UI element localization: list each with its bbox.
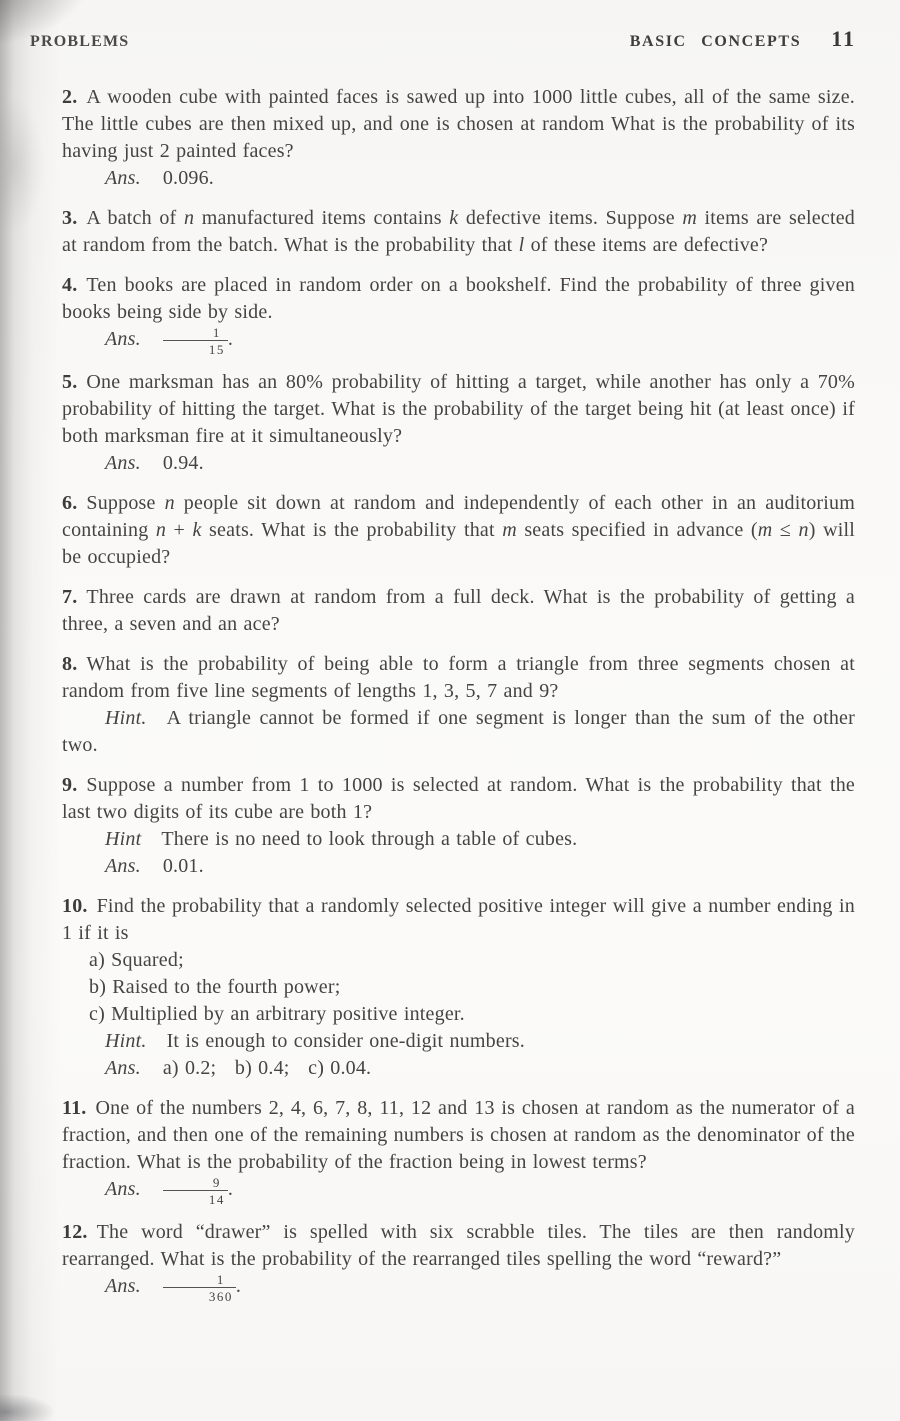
answer-label: Ans.	[105, 1057, 141, 1079]
fraction-denominator: 15	[163, 340, 228, 356]
problem	[62, 584, 855, 638]
hint-line	[62, 705, 855, 759]
answer-label: Ans.	[105, 452, 141, 474]
problem	[62, 490, 855, 571]
problem-text	[62, 490, 855, 571]
text-segment: k	[449, 207, 459, 229]
answer-value: 0.94.	[162, 452, 204, 474]
problem-number: 6.	[62, 492, 78, 514]
problem-number: 4.	[62, 274, 78, 296]
answer-label: Ans.	[105, 167, 141, 189]
problem-text	[62, 1095, 855, 1176]
text-segment: +	[166, 519, 193, 541]
answer-value: .	[235, 1275, 242, 1297]
problem	[62, 1095, 855, 1206]
fraction	[163, 326, 228, 356]
answer-value: .	[227, 328, 234, 350]
text-segment: One marksman has an 80% probability of hitting a target, while another has only a 70% probability of hitting the target. What is the probability of the target being hit (at least once) if both marksman fire at it simultaneously?	[62, 371, 855, 447]
answer-label: Ans.	[105, 855, 141, 877]
text-segment: Three cards are drawn at random from a full deck. What is the probability of getting a three, a seven and an ace?	[62, 586, 855, 635]
text-segment: A wooden cube with painted faces is sawed up into 1000 little cubes, all of the same size. The little cubes are then mixed up, and one is chosen at random What is the probability of its having just 2 painted faces?	[62, 86, 855, 162]
answer-value: 0.096.	[162, 167, 215, 189]
fraction	[163, 1176, 228, 1206]
fraction	[163, 1273, 236, 1303]
problem-text	[62, 272, 855, 326]
text-segment: ≤	[772, 519, 799, 541]
text-segment: m	[757, 519, 773, 541]
text-segment: m	[502, 519, 517, 541]
problems-list	[62, 84, 855, 1316]
answer-line	[62, 450, 855, 477]
answer-label: Ans.	[105, 328, 141, 350]
answer-line	[62, 326, 855, 356]
fraction-denominator: 14	[163, 1190, 228, 1206]
fraction-numerator: 9	[212, 1175, 221, 1190]
problem-text	[62, 651, 855, 705]
problem	[62, 84, 855, 192]
answer-line	[62, 1055, 855, 1082]
problem	[62, 651, 855, 759]
page-header	[30, 26, 856, 52]
answer-value: 0.01.	[162, 855, 204, 877]
text-segment: n	[798, 519, 809, 541]
problem	[62, 369, 855, 477]
problem	[62, 893, 855, 1082]
problem-number: 8.	[62, 653, 78, 675]
problem-text	[62, 205, 855, 259]
subitem: b) Raised to the fourth power;	[89, 976, 341, 998]
text-segment: seats specified in advance (	[516, 519, 758, 541]
text-segment: A triangle cannot be formed if one segment is longer than the sum of the other two.	[62, 707, 855, 756]
problem-text	[62, 893, 855, 947]
fraction-numerator: 1	[212, 325, 221, 340]
running-head-right	[630, 26, 856, 52]
problem-number: 7.	[62, 586, 78, 608]
problem-text	[62, 369, 855, 450]
answer-label: Ans.	[105, 1178, 141, 1200]
text-segment: It is enough to consider one-digit numbers.	[166, 1030, 525, 1052]
text-segment: of these items are defective?	[524, 234, 769, 256]
problem-number: 9.	[62, 774, 78, 796]
page-number: 11	[831, 26, 856, 51]
text-segment: There is no need to look through a table of cubes.	[161, 828, 578, 850]
hint-line	[62, 826, 855, 853]
text-segment: One of the numbers 2, 4, 6, 7, 8, 11, 12 and 13 is chosen at random as the numerator of a fraction, and then one of the remaining numbers is chosen at random as the denominator of the fraction. What is the probability of the fraction being in lowest terms?	[62, 1097, 855, 1173]
hint-label: Hint.	[105, 1030, 147, 1052]
text-segment: ) will be occupied?	[62, 519, 855, 568]
hint-label: Hint	[105, 828, 142, 850]
answer-line	[62, 1176, 855, 1206]
answer-label: Ans.	[105, 1275, 141, 1297]
problem	[62, 1219, 855, 1303]
subitem: a) Squared;	[89, 949, 184, 971]
text-segment: Suppose a number from 1 to 1000 is selected at random. What is the probability that the last two digits of its cube are both 1?	[62, 774, 855, 823]
text-segment: l	[518, 234, 525, 256]
text-segment: k	[192, 519, 202, 541]
text-segment: manufactured items contains	[194, 207, 450, 229]
answer-line	[62, 1273, 855, 1303]
text-segment: defective items. Suppose	[458, 207, 683, 229]
hint-line	[62, 1028, 855, 1055]
text-segment: n	[155, 519, 167, 541]
text-segment: n	[183, 207, 195, 229]
text-segment: Ten books are placed in random order on a bookshelf. Find the probability of three given books being side by side.	[62, 274, 855, 323]
text-segment: The word “drawer” is spelled with six scrabble tiles. The tiles are then randomly rearranged. What is the probability of the rearranged tiles spelling the word “reward?”	[62, 1221, 855, 1270]
problem-number: 3.	[62, 207, 78, 229]
problem-text	[62, 772, 855, 826]
answer-line	[62, 853, 855, 880]
text-segment: items are selected at random from the batch. What is the probability that	[62, 207, 855, 256]
text-segment: seats. What is the probability that	[201, 519, 503, 541]
answer-value: a) 0.2; b) 0.4; c) 0.04.	[162, 1057, 372, 1079]
problem	[62, 205, 855, 259]
text-segment: m	[682, 207, 697, 229]
problem-number: 12.	[62, 1221, 88, 1243]
problem-text	[62, 1219, 855, 1273]
fraction-denominator: 360	[163, 1287, 236, 1303]
running-head-left: PROBLEMS	[30, 33, 130, 50]
fraction-numerator: 1	[216, 1272, 225, 1287]
text-segment: What is the probability of being able to form a triangle from three segments chosen at random from five line segments of lengths 1, 3, 5, 7 and 9?	[62, 653, 855, 702]
hint-label: Hint.	[105, 707, 147, 729]
problem-text	[62, 84, 855, 165]
answer-line	[62, 165, 855, 192]
text-segment: n	[164, 492, 175, 514]
problem-number: 11.	[62, 1097, 87, 1119]
problem	[62, 772, 855, 880]
problem-number: 2.	[62, 86, 78, 108]
problem	[62, 272, 855, 356]
subitem: c) Multiplied by an arbitrary positive integer.	[89, 1003, 465, 1025]
text-segment: Find the probability that a randomly selected positive integer will give a number ending in 1 if it is	[62, 895, 855, 944]
answer-value: .	[227, 1178, 234, 1200]
problem-text	[62, 584, 855, 638]
section-title: BASIC CONCEPTS	[629, 33, 802, 50]
text-segment: people sit down at random and independently of each other in an auditorium containing	[62, 492, 856, 541]
problem-number: 10.	[62, 895, 88, 917]
text-segment: Suppose	[86, 492, 165, 514]
problem-number: 5.	[62, 371, 78, 393]
text-segment: A batch of	[86, 207, 184, 229]
